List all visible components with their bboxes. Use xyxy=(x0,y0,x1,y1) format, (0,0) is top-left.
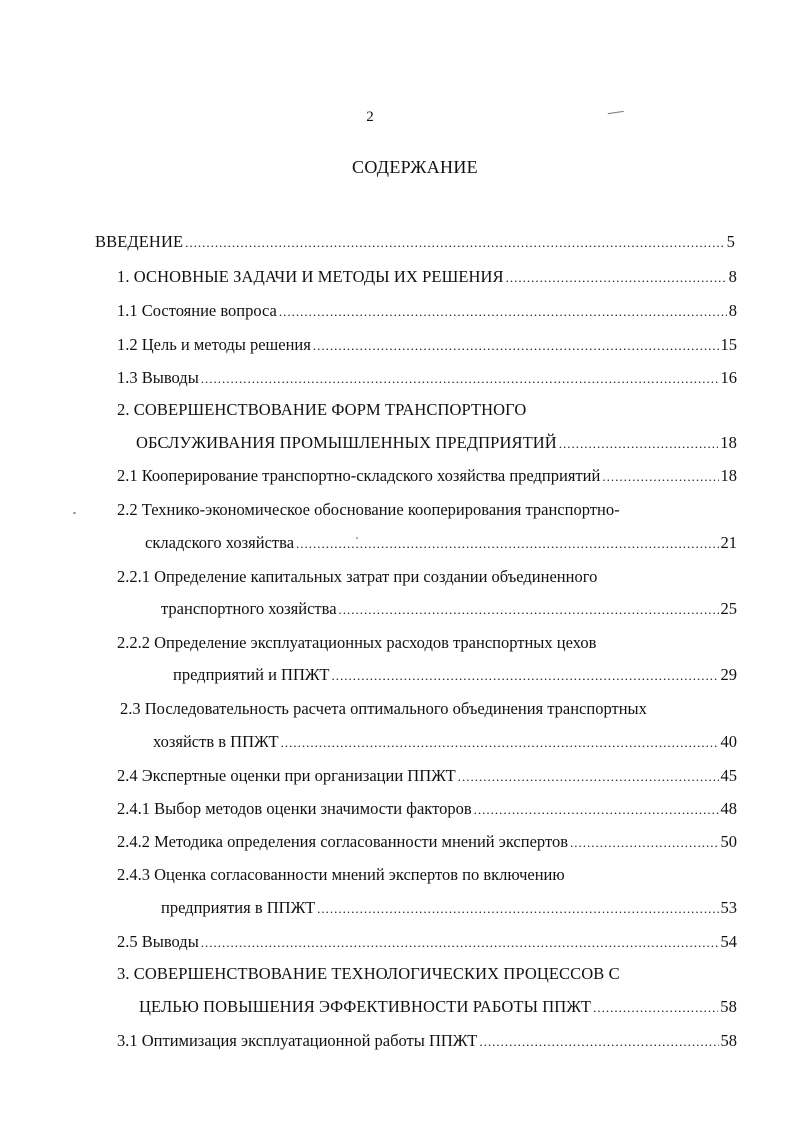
toc-dot-leader xyxy=(474,799,719,821)
toc-entry-section-2-2-1 xyxy=(161,598,737,621)
toc-entry-text: предприятий и ППЖТ xyxy=(173,665,330,684)
toc-dot-leader xyxy=(313,335,719,357)
toc-page-number: 8 xyxy=(728,267,737,286)
toc-entry-section-2-2-2 xyxy=(173,664,737,687)
toc-entry-text: складского хозяйства xyxy=(145,533,295,552)
scan-speck xyxy=(73,512,76,514)
toc-entry-text: ЦЕЛЬЮ ПОВЫШЕНИЯ ЭФФЕКТИВНОСТИ РАБОТЫ ППЖТ xyxy=(139,997,592,1016)
toc-entry-text: ОБСЛУЖИВАНИЯ ПРОМЫШЛЕННЫХ ПРЕДПРИЯТИЙ xyxy=(136,433,557,452)
toc-page-number: 29 xyxy=(720,665,737,684)
toc-page-number: 54 xyxy=(720,932,737,951)
toc-page-number: 58 xyxy=(720,997,737,1016)
toc-dot-leader xyxy=(331,665,718,687)
toc-entry-text: хозяйств в ППЖТ xyxy=(153,732,279,751)
toc-entry-intro xyxy=(95,231,735,254)
toc-dot-leader xyxy=(593,997,718,1019)
toc-entry-section-1-2 xyxy=(117,334,737,357)
toc-page-number: 40 xyxy=(720,732,737,751)
toc-entry-section-2 xyxy=(136,432,737,455)
toc-dot-leader xyxy=(602,466,718,488)
toc-page-number: 48 xyxy=(720,799,737,818)
toc-dot-leader xyxy=(296,533,718,555)
toc-entry-text: предприятия в ППЖТ xyxy=(161,898,316,917)
toc-entry-section-2-4-2 xyxy=(117,831,737,854)
toc-page-number: 21 xyxy=(720,533,737,552)
toc-entry-text: 1.1 Состояние вопроса xyxy=(117,301,277,320)
toc-dot-leader xyxy=(279,301,727,323)
toc-entry-section-2-4 xyxy=(117,765,737,788)
toc-entry-section-2-4-3 xyxy=(161,897,737,920)
toc-entry-text: 2.5 Выводы xyxy=(117,932,199,951)
toc-dot-leader xyxy=(201,368,719,390)
toc-entry-section-2-2-2-line1: 2.2.2 Определение эксплуатационных расходов транспортных цехов xyxy=(117,633,597,652)
toc-page-number: 15 xyxy=(720,335,737,354)
toc-entry-text: транспортного хозяйства xyxy=(161,599,337,618)
toc-page-number: 50 xyxy=(720,832,737,851)
toc-entry-section-2-4-3-line1: 2.4.3 Оценка согласованности мнений экспертов по включению xyxy=(117,865,565,884)
toc-dot-leader xyxy=(458,766,719,788)
toc-dot-leader xyxy=(201,932,719,954)
toc-entry-text: 1.2 Цель и методы решения xyxy=(117,335,311,354)
toc-entry-text: ВВЕДЕНИЕ xyxy=(95,232,184,251)
toc-entry-section-2-2-line1: 2.2 Технико-экономическое обоснование кооперирования транспортно- xyxy=(117,500,620,519)
toc-page-number: 53 xyxy=(720,898,737,917)
toc-entry-section-1-1 xyxy=(117,300,737,323)
toc-entry-section-2-1 xyxy=(117,465,737,488)
toc-entry-section-3 xyxy=(139,996,737,1019)
toc-page-number: 45 xyxy=(720,766,737,785)
toc-entry-section-2-2-1-line1: 2.2.1 Определение капитальных затрат при создании объединенного xyxy=(117,567,598,586)
toc-entry-section-3-1 xyxy=(117,1030,737,1053)
toc-page-number: 5 xyxy=(726,232,735,251)
toc-entry-section-2-3 xyxy=(153,731,737,754)
toc-entry-section-1-3 xyxy=(117,367,737,390)
toc-entry-text: 3.1 Оптимизация эксплуатационной работы ППЖТ xyxy=(117,1031,478,1050)
page-number: 2 xyxy=(366,109,374,125)
toc-entry-section-3-line1: 3. СОВЕРШЕНСТВОВАНИЕ ТЕХНОЛОГИЧЕСКИХ ПРОЦЕССОВ С xyxy=(117,964,620,983)
toc-dot-leader xyxy=(281,732,719,754)
toc-entry-section-2-line1: 2. СОВЕРШЕНСТВОВАНИЕ ФОРМ ТРАНСПОРТНОГО xyxy=(117,400,527,419)
toc-dot-leader xyxy=(185,232,725,254)
toc-dot-leader xyxy=(570,832,719,854)
toc-page-number: 18 xyxy=(720,466,737,485)
toc-dot-leader xyxy=(506,267,727,289)
toc-entry-section-2-3-line1: 2.3 Последовательность расчета оптимального объединения транспортных xyxy=(120,699,647,718)
toc-entry-section-2-4-1 xyxy=(117,798,737,821)
toc-dot-leader xyxy=(479,1031,718,1053)
toc-page-number: 8 xyxy=(728,301,737,320)
toc-entry-section-2-5 xyxy=(117,931,737,954)
toc-entry-text: 2.4 Экспертные оценки при организации ППЖТ xyxy=(117,766,456,785)
toc-entry-text: 1. ОСНОВНЫЕ ЗАДАЧИ И МЕТОДЫ ИХ РЕШЕНИЯ xyxy=(117,267,504,286)
toc-dot-leader xyxy=(339,599,719,621)
toc-entry-text: 2.4.2 Методика определения согласованности мнений экспертов xyxy=(117,832,568,851)
page-title: СОДЕРЖАНИЕ xyxy=(352,157,478,177)
toc-entry-text: 1.3 Выводы xyxy=(117,368,199,387)
toc-entry-section-2-2 xyxy=(145,532,737,555)
toc-dot-leader xyxy=(317,898,718,920)
toc-entry-text: 2.1 Кооперирование транспортно-складского хозяйства предприятий xyxy=(117,466,601,485)
toc-page-number: 18 xyxy=(720,433,737,452)
toc-page-number: 25 xyxy=(720,599,737,618)
toc-entry-text: 2.4.1 Выбор методов оценки значимости факторов xyxy=(117,799,472,818)
toc-entry-section-1 xyxy=(117,266,737,289)
toc-page-number: 58 xyxy=(720,1031,737,1050)
toc-page-number: 16 xyxy=(720,368,737,387)
scan-speck xyxy=(356,537,358,539)
toc-dot-leader xyxy=(559,433,719,455)
